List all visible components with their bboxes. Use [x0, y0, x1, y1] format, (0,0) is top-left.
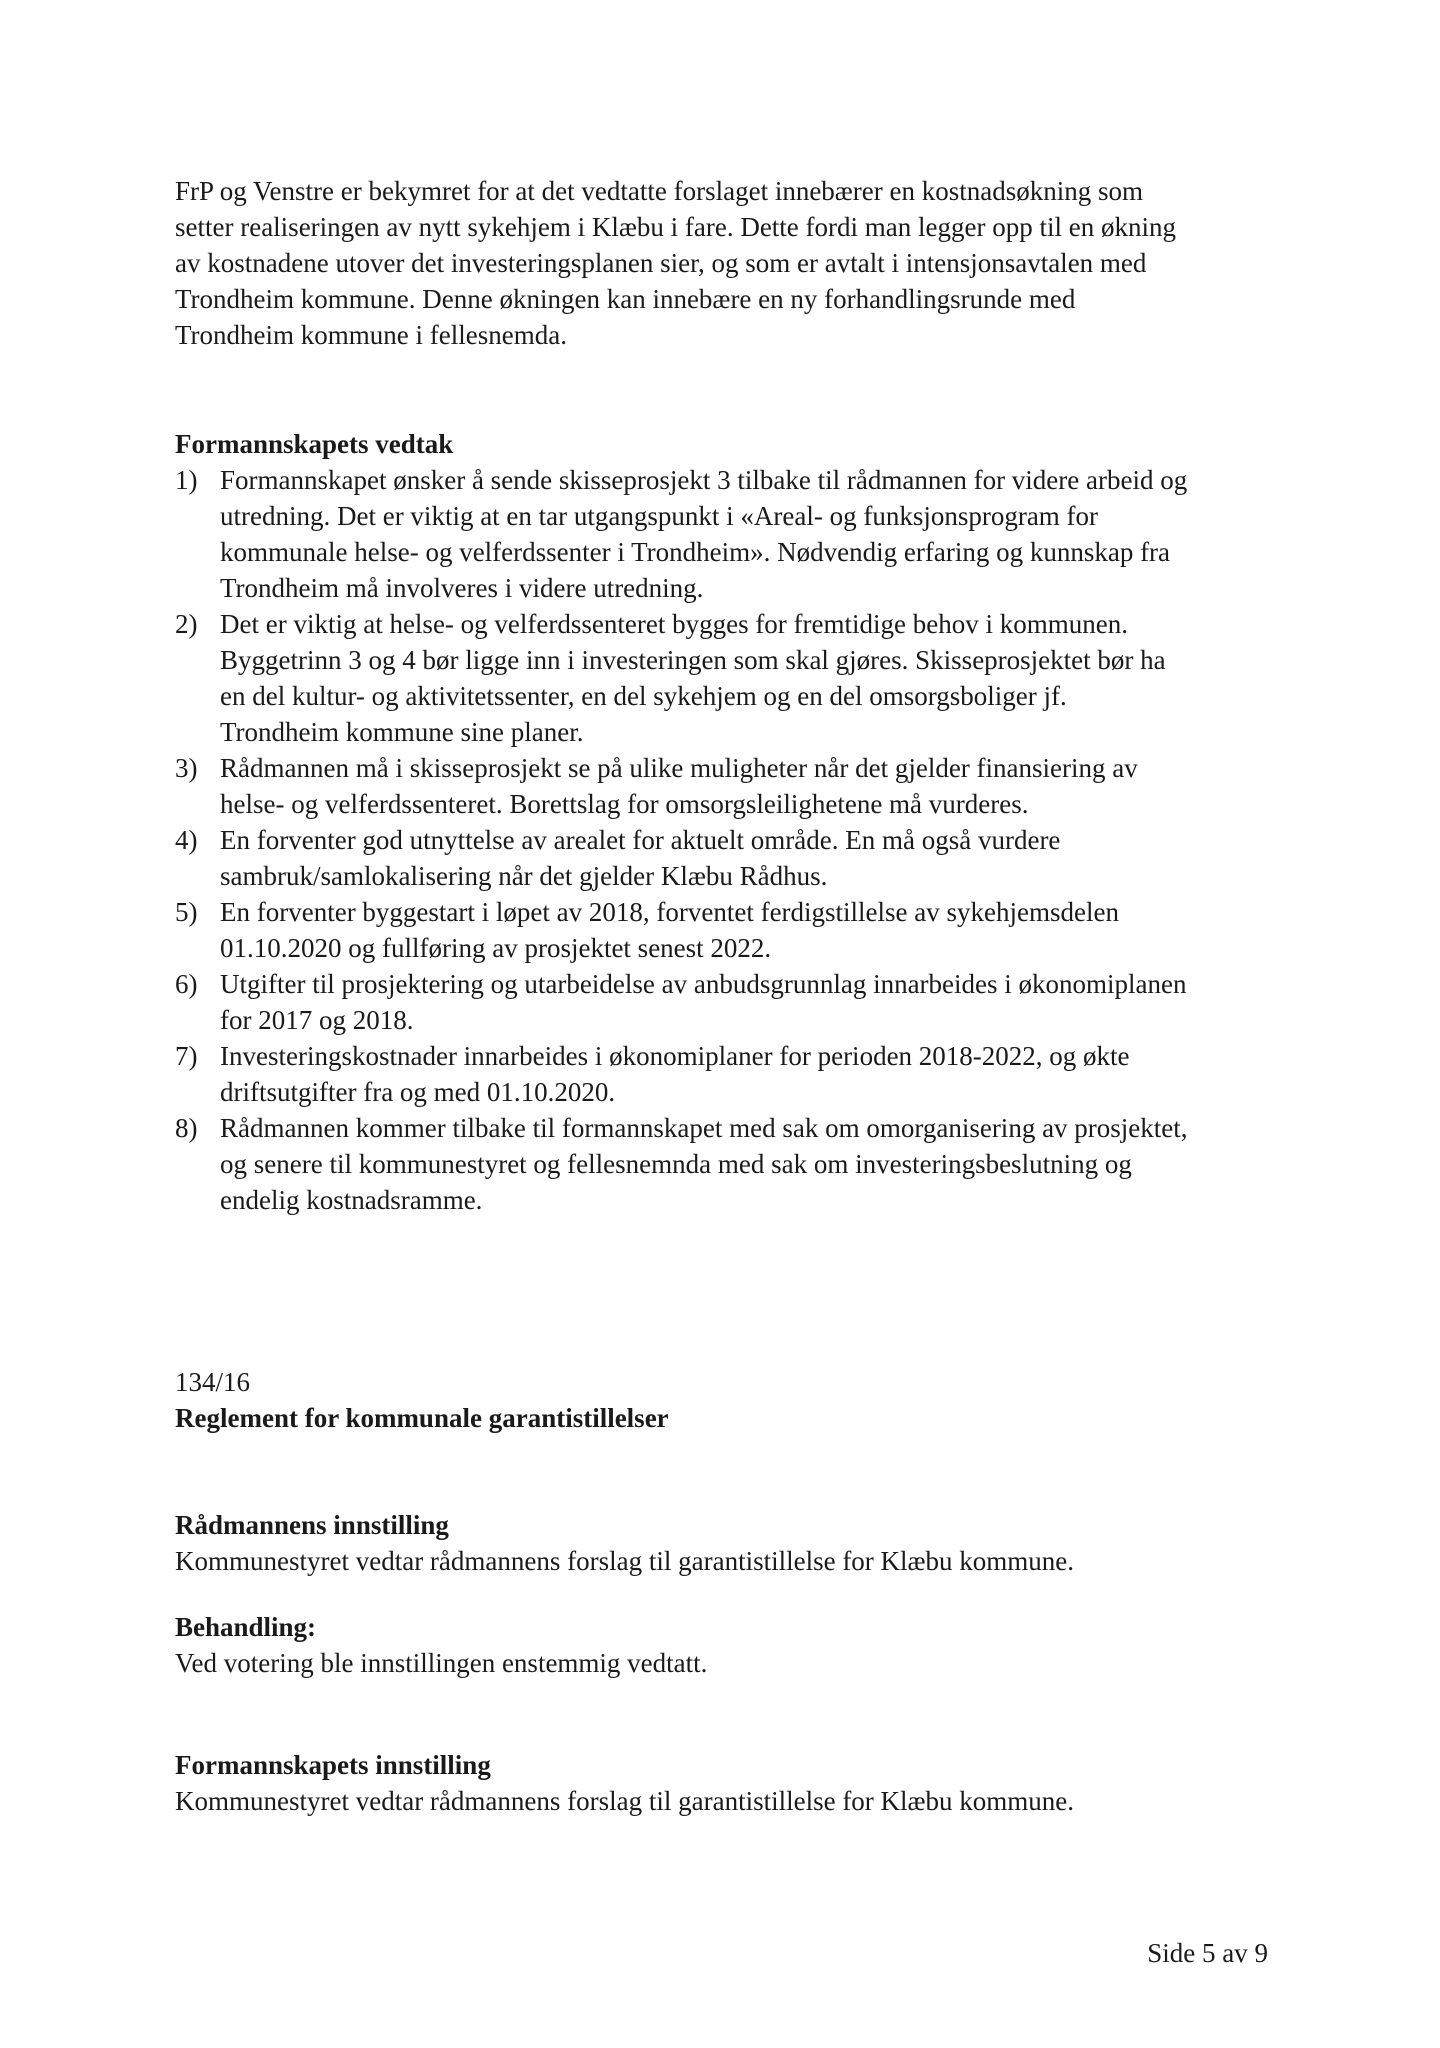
decision-item: [175, 606, 1275, 750]
formannskapets-innstilling-text: Kommunestyret vedtar rådmannens forslag til garantistillelse for Klæbu kommune.: [175, 1786, 1075, 1816]
case-title: Reglement for kommunale garantistillelser: [175, 1403, 669, 1433]
radmannens-innstilling-heading: Rådmannens innstilling: [175, 1510, 449, 1540]
decision-item: [175, 1110, 1275, 1218]
radmannens-innstilling-section: [175, 1507, 1275, 1579]
formannskapets-innstilling-heading: Formannskapets innstilling: [175, 1750, 491, 1780]
decision-text: Investeringskostnader innarbeides i økonomiplaner for perioden 2018-2022, og økte driftsutgifter fra og med 01.10.2020.: [220, 1041, 1130, 1107]
decision-number: 2): [175, 609, 198, 639]
decision-item: [175, 966, 1275, 1038]
decision-number: 4): [175, 825, 198, 855]
decision-item: [175, 750, 1275, 822]
decision-text: En forventer byggestart i løpet av 2018, forventet ferdigstillelse av sykehjemsdelen 01.10.2020 og fullføring av prosjektet senest 2022.: [220, 897, 1119, 963]
formannskapets-vedtak-heading: Formannskapets vedtak: [175, 429, 454, 459]
decision-item: [175, 894, 1275, 966]
document-page: [175, 173, 1275, 1819]
decision-number: 1): [175, 465, 198, 495]
decision-number: 8): [175, 1113, 198, 1143]
behandling-section: [175, 1609, 1275, 1681]
formannskapets-innstilling-section: [175, 1747, 1275, 1819]
decision-number: 6): [175, 969, 198, 999]
decision-text: Formannskapet ønsker å sende skisseprosjekt 3 tilbake til rådmannen for videre arbeid og utredning. Det er viktig at en tar utgangspunkt i «Areal- og funksjonsprogram for kommunale helse- og velferdssenter i Trondheim». Nødvendig erfaring og kunnskap fra Trondheim må involveres i videre utredning.: [220, 465, 1188, 603]
decision-text: En forventer god utnyttelse av arealet for aktuelt område. En må også vurdere sambruk/samlokalisering når det gjelder Klæbu Rådhus.: [220, 825, 1061, 891]
page-number: Side 5 av 9: [1147, 1938, 1268, 1968]
intro-paragraph: FrP og Venstre er bekymret for at det vedtatte forslaget innebærer en kostnadsøkning som setter realiseringen av nytt sykehjem i Klæbu i fare. Dette fordi man legger opp til en økning av kostnadene utover det investeringsplanen sier, og som er avtalt i intensjonsavtalen med Trondheim kommune. Denne økningen kan innebære en ny forhandlingsrunde med Trondheim kommune i fellesnemda.: [175, 176, 1176, 350]
decision-number: 5): [175, 897, 198, 927]
decision-number: 7): [175, 1041, 198, 1071]
decision-text: Rådmannen kommer tilbake til formannskapet med sak om omorganisering av prosjektet, og senere til kommunestyret og fellesnemnda med sak om investeringsbeslutning og endelig kostnadsramme.: [220, 1113, 1188, 1215]
decision-text: Rådmannen må i skisseprosjekt se på ulike muligheter når det gjelder finansiering av helse- og velferdssenteret. Borettslag for omsorgsleilighetene må vurderes.: [220, 753, 1138, 819]
decision-item: [175, 822, 1275, 894]
radmannens-innstilling-text: Kommunestyret vedtar rådmannens forslag til garantistillelse for Klæbu kommune.: [175, 1546, 1075, 1576]
decision-number: 3): [175, 753, 198, 783]
decision-text: Utgifter til prosjektering og utarbeidelse av anbudsgrunnlag innarbeides i økonomiplanen for 2017 og 2018.: [220, 969, 1187, 1035]
case-section: [175, 1364, 1275, 1436]
behandling-text: Ved votering ble innstillingen enstemmig vedtatt.: [175, 1648, 708, 1678]
decision-text: Det er viktig at helse- og velferdssenteret bygges for fremtidige behov i kommunen. Byggetrinn 3 og 4 bør ligge inn i investeringen som skal gjøres. Skisseprosjektet bør ha en del kultur- og aktivitetssenter, en del sykehjem og en del omsorgsboliger jf. Trondheim kommune sine planer.: [220, 609, 1166, 747]
case-number: 134/16: [175, 1367, 251, 1397]
behandling-heading: Behandling:: [175, 1612, 317, 1642]
decision-list: [175, 462, 1275, 1218]
decision-item: [175, 1038, 1275, 1110]
formannskapets-vedtak-section: [175, 426, 1275, 1218]
decision-item: [175, 462, 1275, 606]
